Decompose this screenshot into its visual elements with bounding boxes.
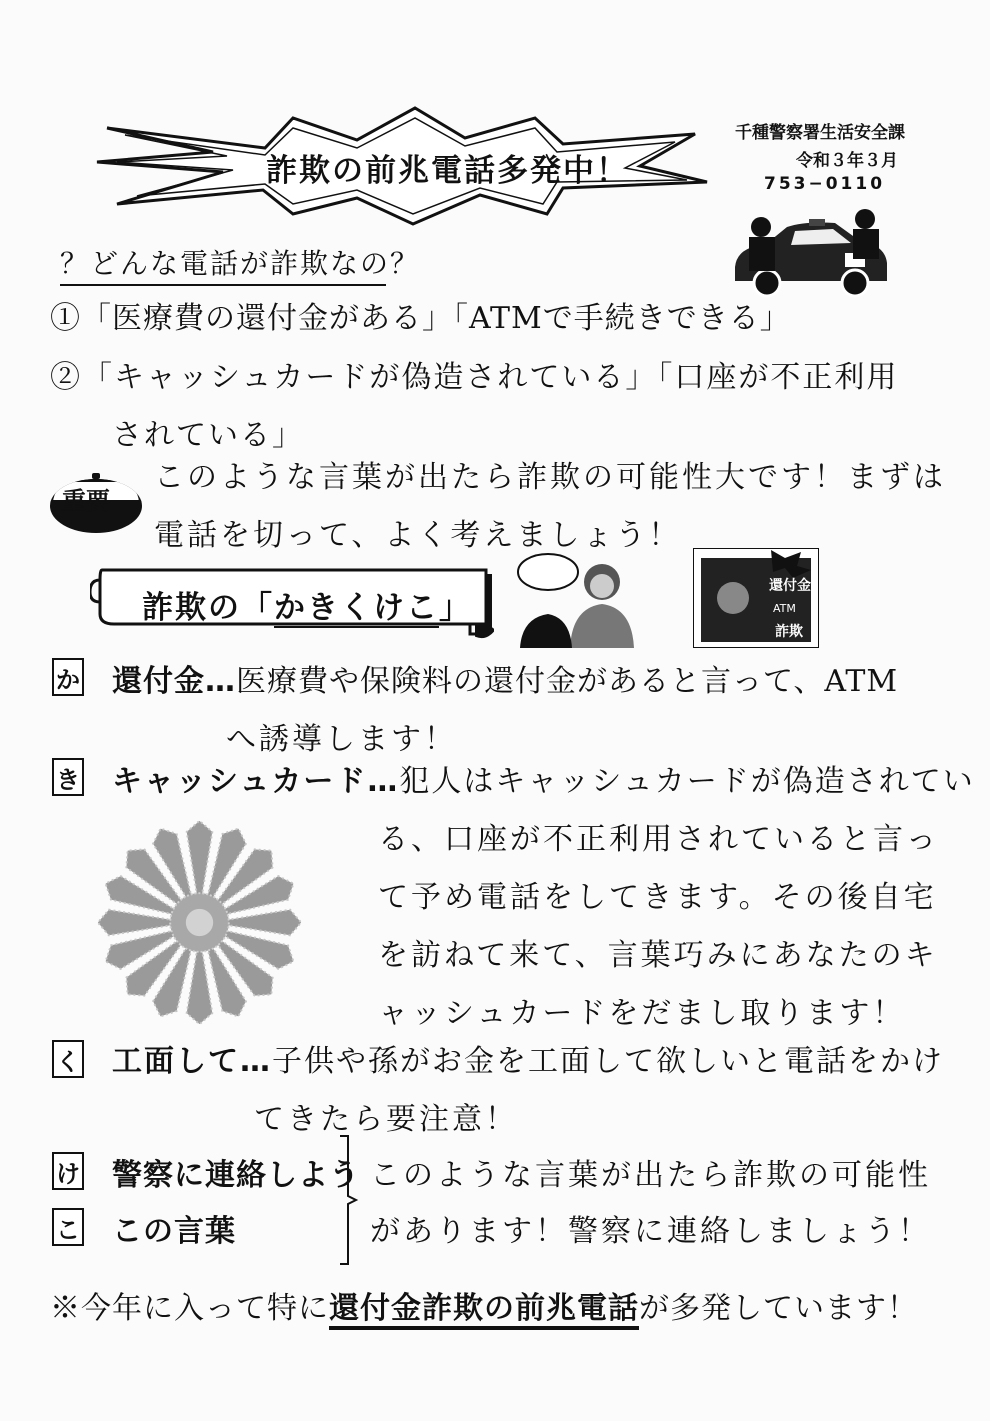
svg-text:還付金: 還付金 [769, 578, 811, 594]
svg-text:詐欺: 詐欺 [775, 624, 803, 640]
important-line-2: 電話を切って、よく考えましょう！ [154, 518, 682, 553]
item-ki-line-5: ャッシュカードをだまし取ります！ [378, 996, 906, 1031]
item-ke-term: 警察に連絡しよう [112, 1158, 360, 1193]
example-line-2: ②「キャッシュカードが偽造されている」「口座が不正利用 [50, 360, 899, 395]
bracket-note-line-1: このような言葉が出たら詐欺の可能性 [370, 1158, 931, 1193]
label-ku: く [52, 1040, 84, 1078]
emblem-ray [187, 950, 213, 1024]
bracket-note-line-2: があります！警察に連絡しましょう！ [370, 1214, 931, 1249]
phone-number: 753−0110 [764, 174, 886, 194]
banner-key: かきくけこ [274, 590, 439, 626]
important-line-1: このような言葉が出たら詐欺の可能性大です！まずは [154, 460, 946, 495]
item-ka-text-1: 医療費や保険料の還付金があると言って、ATM [236, 664, 899, 699]
important-label: 重要 [62, 487, 110, 515]
issue-date: 令和３年３月 [796, 151, 898, 171]
issuer: 千種警察署生活安全課 [735, 123, 905, 143]
item-ka-line-1 [112, 656, 898, 700]
police-emblem [92, 815, 307, 1030]
warning-poster-figure [693, 548, 819, 648]
label-ke: け [52, 1152, 84, 1190]
banner-title [142, 582, 472, 627]
example-line-3: されている」 [112, 418, 304, 453]
item-ko-term: この言葉 [112, 1214, 236, 1249]
question-heading: ？どんな電話が詐欺なの？ [60, 242, 386, 286]
footer-prefix: ※今年に入って特に [50, 1291, 329, 1326]
footer-emphasis: 還付金詐欺の前兆電話 [329, 1291, 639, 1330]
footer-suffix: が多発しています！ [639, 1291, 918, 1326]
important-badge [50, 473, 142, 533]
label-ko: こ [52, 1208, 84, 1246]
item-ku-line-1 [112, 1036, 944, 1080]
emblem-ray [187, 821, 213, 895]
label-ki: き [52, 758, 84, 796]
item-ka-term: 還付金… [112, 664, 236, 699]
page-title: 詐欺の前兆電話多発中！ [266, 153, 629, 189]
label-ka: か [52, 658, 84, 696]
item-ku-text-1: 子供や孫がお金を工面して欲しいと電話をかけ [272, 1044, 944, 1079]
bracket [336, 1134, 360, 1266]
emblem-ray [98, 910, 172, 936]
banner-prefix: 詐欺の「 [142, 590, 274, 626]
svg-text:ATM: ATM [773, 602, 796, 615]
item-ki-line-1 [112, 756, 975, 800]
item-ki-text-1: 犯人はキャッシュカードが偽造されてい [399, 764, 975, 799]
police-car-illustration [725, 205, 893, 305]
item-ki-line-2: る、口座が不正利用されていると言っ [378, 822, 939, 857]
banner-suffix: 」 [439, 590, 472, 626]
emblem-ray [227, 910, 301, 936]
item-ka-line-2: へ誘導します！ [226, 722, 457, 757]
item-ki-line-4: を訪ねて来て、言葉巧みにあなたのキ [378, 938, 938, 973]
item-ku-line-2: てきたら要注意！ [254, 1102, 518, 1137]
example-line-1: ①「医療費の還付金がある」「ATMで手続きできる」 [50, 301, 791, 336]
item-ku-term: 工面して… [112, 1044, 272, 1079]
footer-note [50, 1283, 918, 1327]
grandmother-figure [510, 548, 648, 648]
warning-poster-illustration [693, 548, 819, 648]
item-ki-term: キャッシュカード… [112, 764, 400, 799]
grandmother-illustration [510, 548, 648, 648]
item-ki-line-3: て予め電話をしてきます。その後自宅 [378, 880, 937, 915]
